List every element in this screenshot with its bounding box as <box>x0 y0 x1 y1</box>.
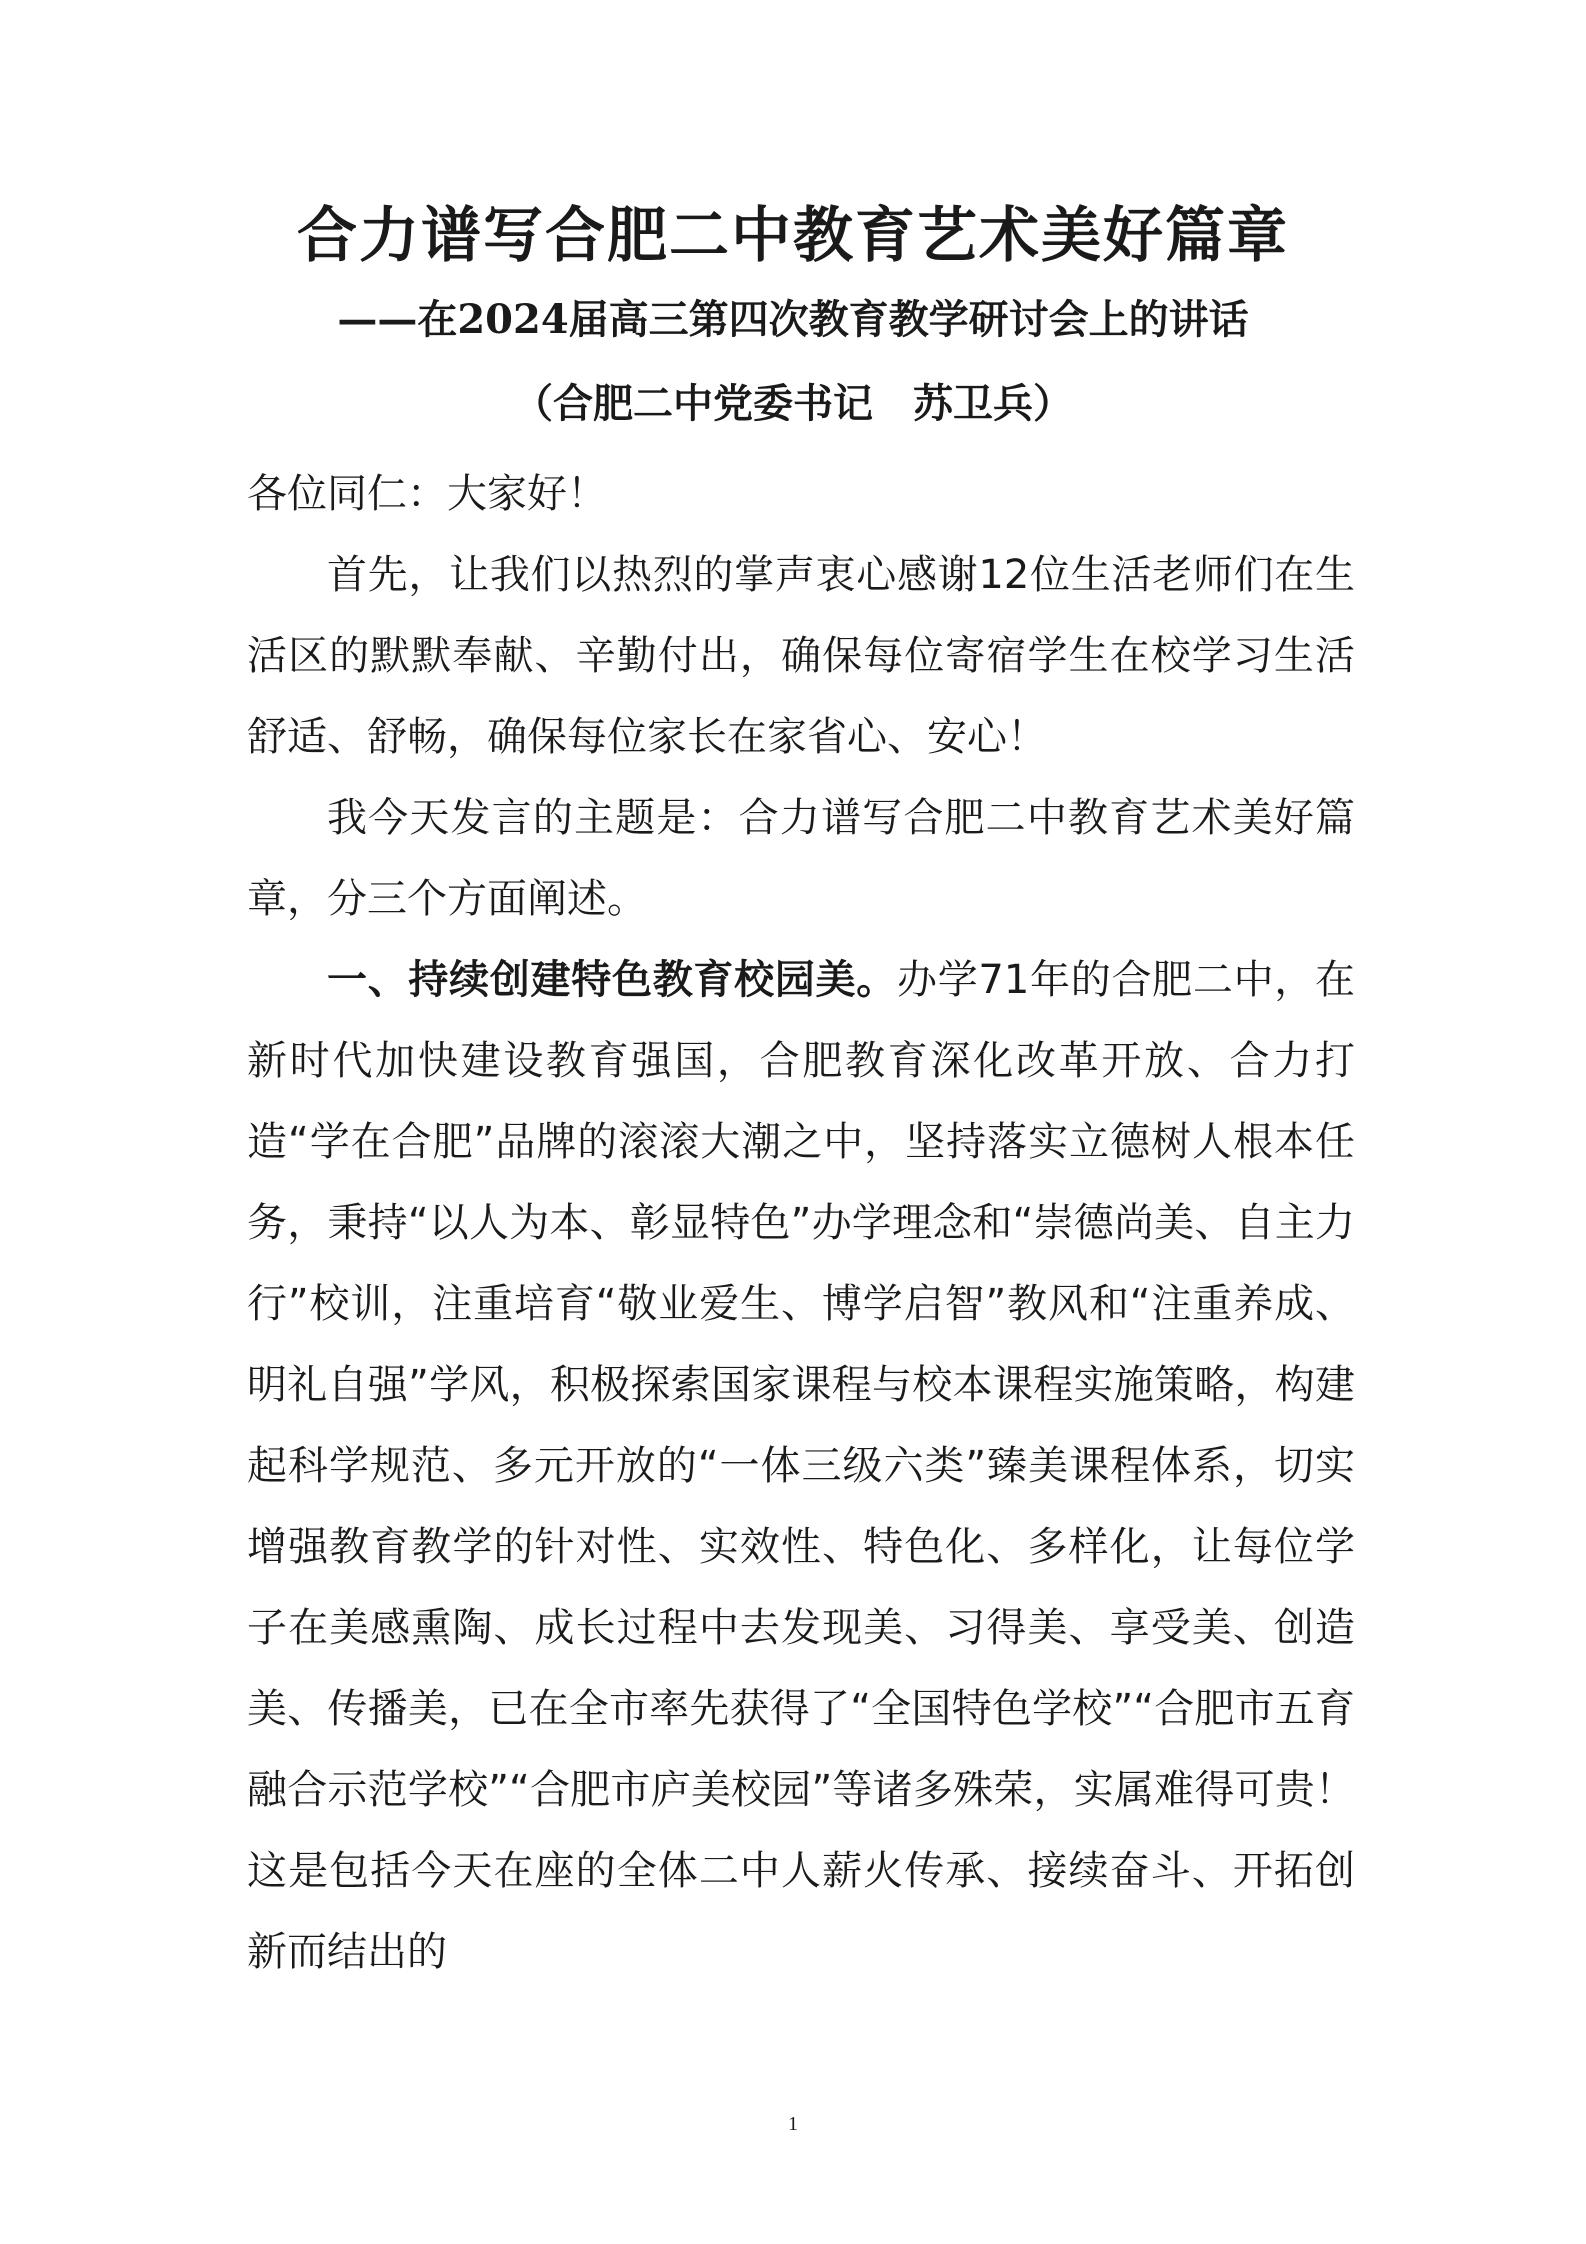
paragraph-body: 办学71年的合肥二中，在新时代加快建设教育强国，合肥教育深化改革开放、合力打造“学在合肥”品牌的滚滚大潮之中，坚持落实立德树人根本任务，秉持“以人为本、彰显特色”办学理念和“崇德尚美、自主力行”校训，注重培育“敬业爱生、博学启智”教风和“注重养成、明礼自强”学风，积极探索国家课程与校本课程实施策略，构建起科学规范、多元开放的“一体三级六类”臻美课程体系，切实增强教育教学的针对性、实效性、特色化、多样化，让每位学子在美感熏陶、成长过程中去发现美、习得美、享受美、创造美、传播美，已在全市率先获得了“全国特色学校”“合肥市五育融合示范学校”“合肥市庐美校园”等诸多殊荣，实属难得可贵！这是包括今天在座的全体二中人薪火传承、接续奋斗、开拓创新而结出的 <box>247 957 1356 1975</box>
salutation: 各位同仁：大家好！ <box>247 471 607 517</box>
document-subtitle: ——在2024届高三第四次教育教学研讨会上的讲话 <box>337 296 1249 343</box>
paragraph <box>247 940 1355 1993</box>
section-heading: 一、持续创建特色教育校园美。 <box>327 957 897 1003</box>
author-line: （合肥二中党委书记 苏卫兵） <box>513 380 1073 427</box>
paragraph: 首先，让我们以热烈的掌声衷心感谢12位生活老师们在生活区的默默奉献、辛勤付出，确保每位寄宿学生在校学习生活舒适、舒畅，确保每位家长在家省心、安心！ <box>247 552 1355 760</box>
document-title: 合力谱写合肥二中教育艺术美好篇章 <box>297 201 1289 271</box>
paragraph: 我今天发言的主题是：合力谱写合肥二中教育艺术美好篇章，分三个方面阐述。 <box>247 795 1355 922</box>
page-number: 1 <box>788 2113 798 2135</box>
document-body <box>247 454 1355 1993</box>
